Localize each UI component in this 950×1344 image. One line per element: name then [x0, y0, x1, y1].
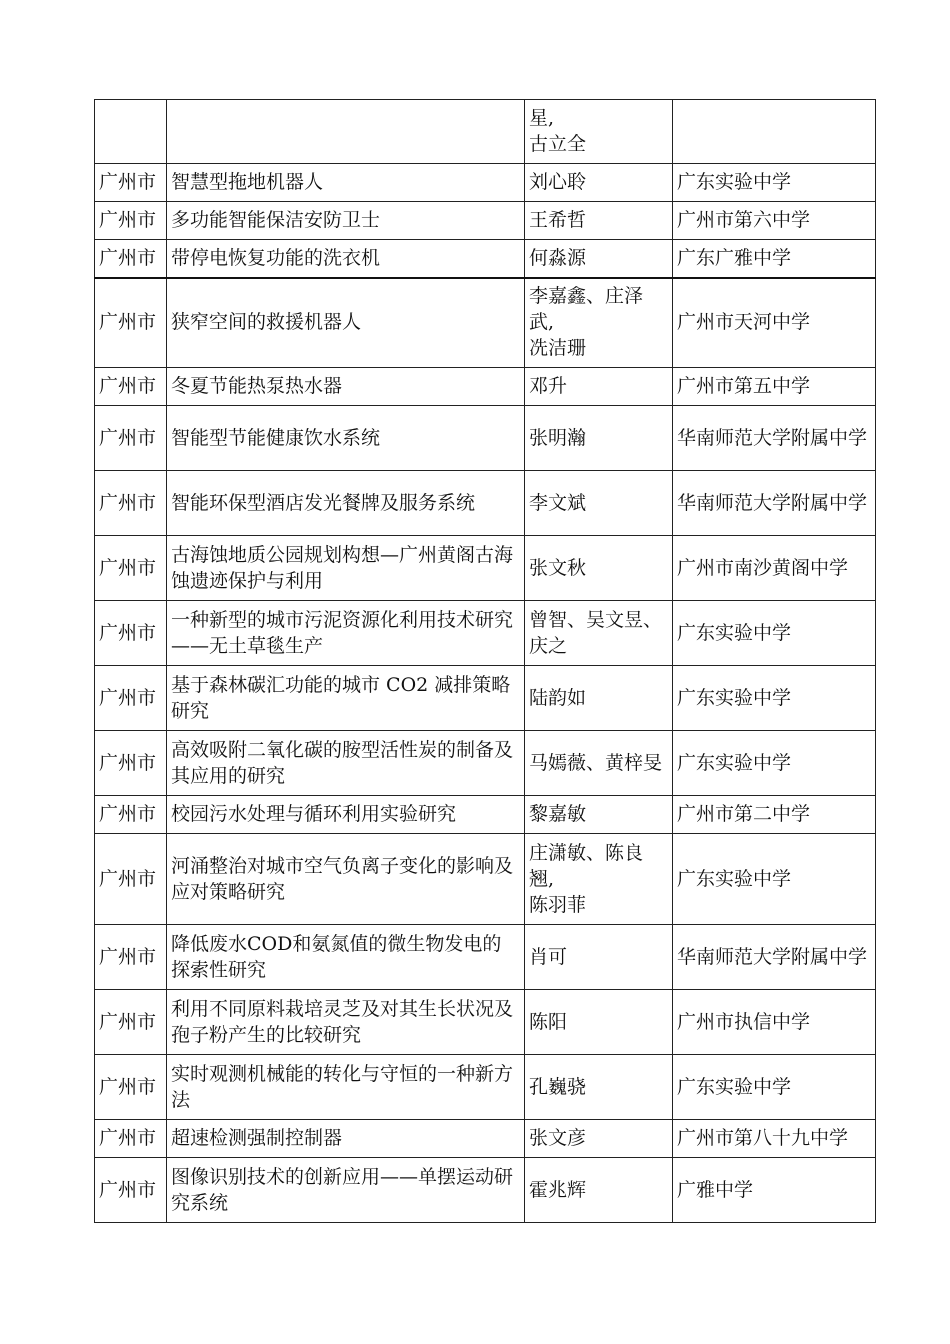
- city-cell: 广州市: [95, 202, 167, 240]
- project-title-cell: 狭窄空间的救援机器人: [167, 278, 525, 368]
- city-cell: 广州市: [95, 536, 167, 601]
- city-cell: 广州市: [95, 601, 167, 666]
- project-title-cell: 一种新型的城市污泥资源化利用技术研究——无土草毯生产: [167, 601, 525, 666]
- school-cell: 广州市第八十九中学: [673, 1120, 876, 1158]
- author-cell: 肖可: [525, 925, 673, 990]
- table-row: [95, 536, 876, 601]
- results-table: [94, 99, 876, 1223]
- author-cell: 何淼源: [525, 240, 673, 278]
- table-row: [95, 406, 876, 471]
- school-cell: 华南师范大学附属中学: [673, 925, 876, 990]
- table-row: [95, 471, 876, 536]
- city-cell: 广州市: [95, 925, 167, 990]
- table-row: [95, 368, 876, 406]
- table-row: [95, 202, 876, 240]
- school-cell: 广州市第六中学: [673, 202, 876, 240]
- project-title-cell: 实时观测机械能的转化与守恒的一种新方法: [167, 1055, 525, 1120]
- project-title-cell: 河涌整治对城市空气负离子变化的影响及应对策略研究: [167, 834, 525, 925]
- city-cell: 广州市: [95, 796, 167, 834]
- table-row: [95, 990, 876, 1055]
- school-cell: 广雅中学: [673, 1158, 876, 1223]
- author-cell: 庄潇敏、陈良翘, 陈羽菲: [525, 834, 673, 925]
- city-cell: 广州市: [95, 368, 167, 406]
- school-cell: 华南师范大学附属中学: [673, 471, 876, 536]
- school-cell: 广东广雅中学: [673, 240, 876, 278]
- city-cell: 广州市: [95, 990, 167, 1055]
- city-cell: 广州市: [95, 1055, 167, 1120]
- project-title-cell: 降低废水COD和氨氮值的微生物发电的探索性研究: [167, 925, 525, 990]
- city-cell: 广州市: [95, 666, 167, 731]
- table-row: [95, 1055, 876, 1120]
- project-title-cell: 带停电恢复功能的洗衣机: [167, 240, 525, 278]
- author-cell: 李文斌: [525, 471, 673, 536]
- project-title-cell: 智能型节能健康饮水系统: [167, 406, 525, 471]
- project-title-cell: 校园污水处理与循环利用实验研究: [167, 796, 525, 834]
- table-row: [95, 834, 876, 925]
- table-row: [95, 925, 876, 990]
- school-cell: 广东实验中学: [673, 731, 876, 796]
- project-title-cell: 古海蚀地质公园规划构想—广州黄阁古海蚀遗迹保护与利用: [167, 536, 525, 601]
- school-cell: 广州市第五中学: [673, 368, 876, 406]
- table-row: [95, 731, 876, 796]
- table-row: [95, 1120, 876, 1158]
- author-cell: 星, 古立全: [525, 100, 673, 164]
- author-cell: 李嘉鑫、庄泽武, 冼洁珊: [525, 278, 673, 368]
- table-row: [95, 100, 876, 164]
- author-cell: 张文秋: [525, 536, 673, 601]
- city-cell: 广州市: [95, 278, 167, 368]
- city-cell: 广州市: [95, 1120, 167, 1158]
- school-cell: 广州市第二中学: [673, 796, 876, 834]
- school-cell: 广州市执信中学: [673, 990, 876, 1055]
- school-cell: [673, 100, 876, 164]
- project-title-cell: 多功能智能保洁安防卫士: [167, 202, 525, 240]
- project-title-cell: 基于森林碳汇功能的城市 CO2 减排策略研究: [167, 666, 525, 731]
- school-cell: 广东实验中学: [673, 601, 876, 666]
- project-title-cell: 冬夏节能热泵热水器: [167, 368, 525, 406]
- table-row: [95, 666, 876, 731]
- table-row: [95, 164, 876, 202]
- author-cell: 黎嘉敏: [525, 796, 673, 834]
- table-row: [95, 601, 876, 666]
- project-title-cell: 智能环保型酒店发光餐牌及服务系统: [167, 471, 525, 536]
- project-title-cell: 高效吸附二氧化碳的胺型活性炭的制备及其应用的研究: [167, 731, 525, 796]
- school-cell: 华南师范大学附属中学: [673, 406, 876, 471]
- project-title-cell: 超速检测强制控制器: [167, 1120, 525, 1158]
- author-cell: 孔巍骁: [525, 1055, 673, 1120]
- city-cell: 广州市: [95, 240, 167, 278]
- city-cell: 广州市: [95, 406, 167, 471]
- table-row: [95, 240, 876, 278]
- project-title-cell: 利用不同原料栽培灵芝及对其生长状况及孢子粉产生的比较研究: [167, 990, 525, 1055]
- author-cell: 马嫣薇、黄梓旻: [525, 731, 673, 796]
- project-title-cell: 智慧型拖地机器人: [167, 164, 525, 202]
- school-cell: 广东实验中学: [673, 164, 876, 202]
- city-cell: [95, 100, 167, 164]
- author-cell: 曾智、吴文昱、庆之: [525, 601, 673, 666]
- school-cell: 广东实验中学: [673, 666, 876, 731]
- author-cell: 刘心聆: [525, 164, 673, 202]
- author-cell: 陈阳: [525, 990, 673, 1055]
- city-cell: 广州市: [95, 164, 167, 202]
- table-row: [95, 1158, 876, 1223]
- author-cell: 张文彦: [525, 1120, 673, 1158]
- table-row: [95, 796, 876, 834]
- project-title-cell: 图像识别技术的创新应用——单摆运动研究系统: [167, 1158, 525, 1223]
- table-row: [95, 278, 876, 368]
- project-title-cell: [167, 100, 525, 164]
- table-body: [95, 100, 876, 1223]
- city-cell: 广州市: [95, 834, 167, 925]
- author-cell: 霍兆辉: [525, 1158, 673, 1223]
- school-cell: 广州市天河中学: [673, 278, 876, 368]
- author-cell: 陆韵如: [525, 666, 673, 731]
- city-cell: 广州市: [95, 471, 167, 536]
- city-cell: 广州市: [95, 731, 167, 796]
- school-cell: 广州市南沙黄阁中学: [673, 536, 876, 601]
- author-cell: 张明瀚: [525, 406, 673, 471]
- author-cell: 邓升: [525, 368, 673, 406]
- school-cell: 广东实验中学: [673, 834, 876, 925]
- school-cell: 广东实验中学: [673, 1055, 876, 1120]
- author-cell: 王希哲: [525, 202, 673, 240]
- city-cell: 广州市: [95, 1158, 167, 1223]
